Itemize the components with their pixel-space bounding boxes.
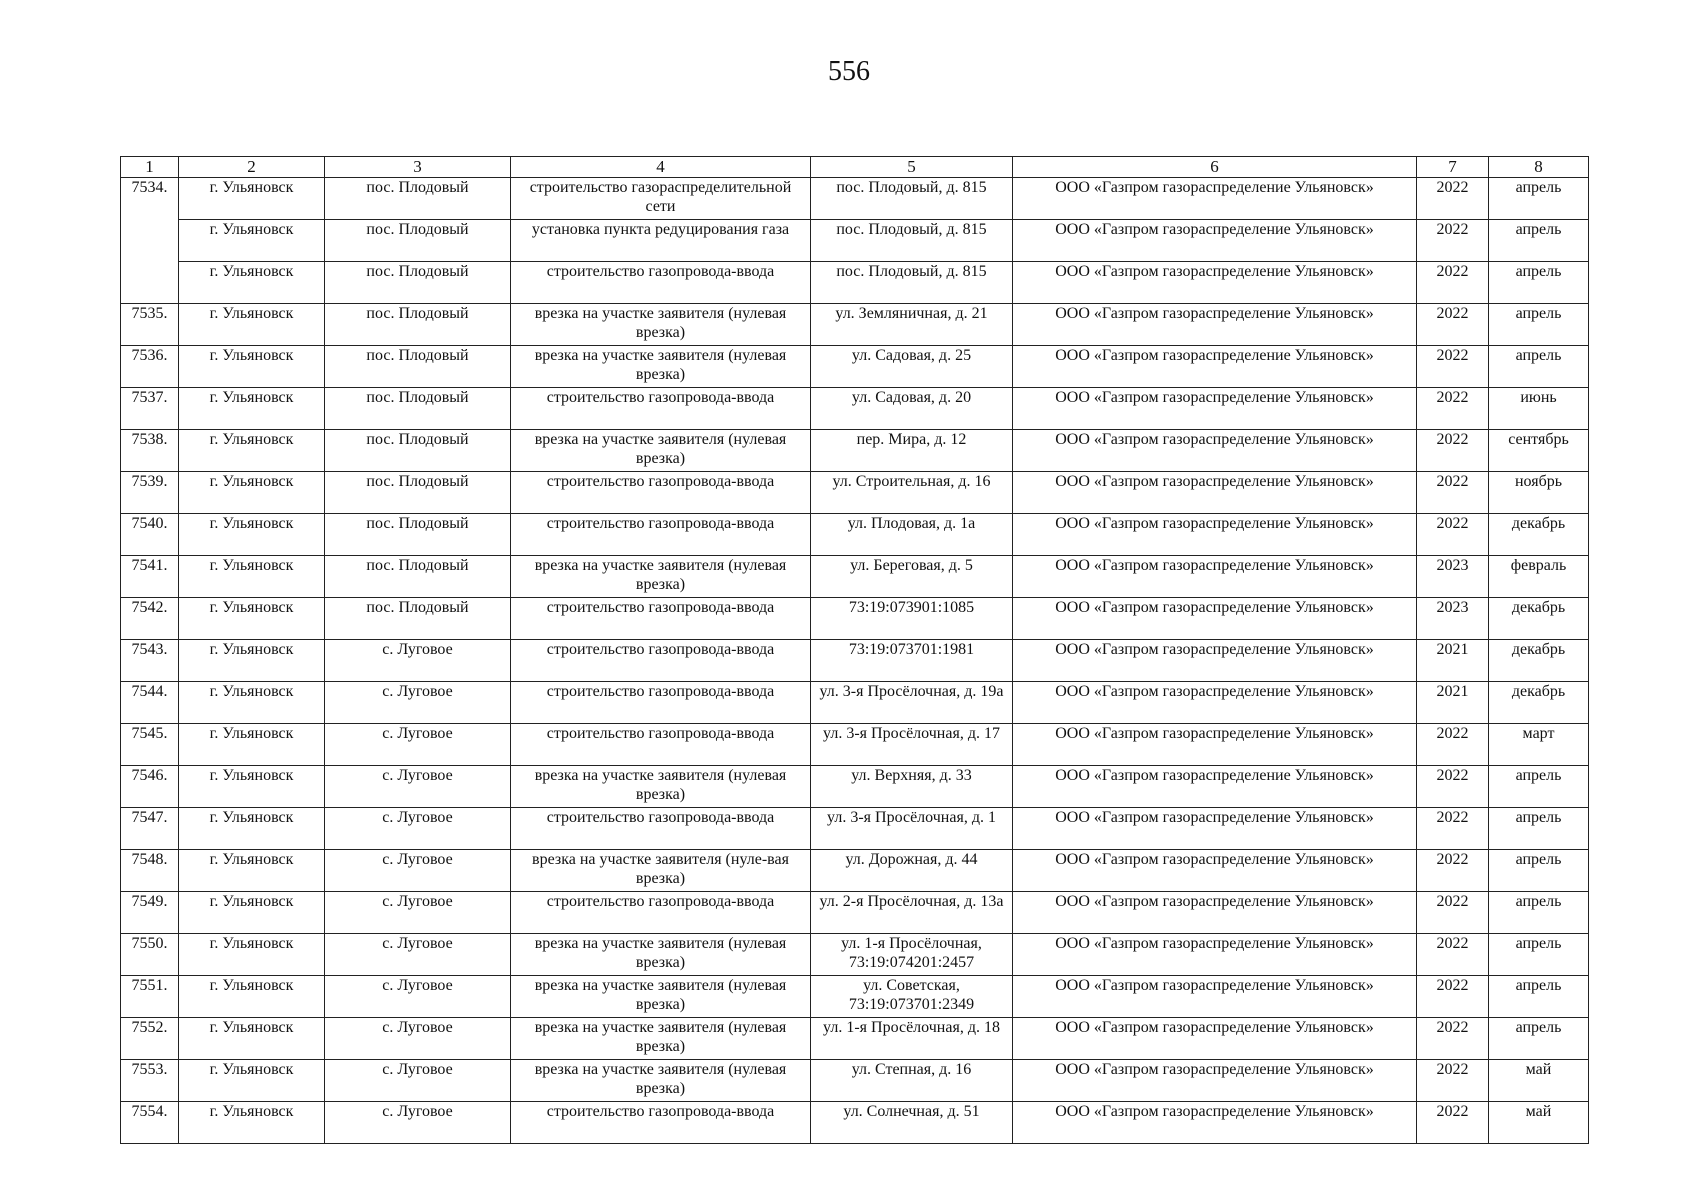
row-number: 7549. — [121, 892, 179, 934]
address-cell: ул. Советская, 73:19:073701:2349 — [811, 976, 1013, 1018]
settlement-cell: пос. Плодовый — [325, 430, 511, 472]
month-cell: ноябрь — [1489, 472, 1589, 514]
row-number: 7540. — [121, 514, 179, 556]
settlement-cell: с. Луговое — [325, 724, 511, 766]
year-cell: 2022 — [1417, 220, 1489, 262]
address-cell: ул. Садовая, д. 20 — [811, 388, 1013, 430]
month-cell: декабрь — [1489, 682, 1589, 724]
row-number: 7546. — [121, 766, 179, 808]
settlement-cell: с. Луговое — [325, 892, 511, 934]
address-cell: ул. Береговая, д. 5 — [811, 556, 1013, 598]
year-cell: 2022 — [1417, 388, 1489, 430]
organization-cell: ООО «Газпром газораспределение Ульяновск» — [1013, 850, 1417, 892]
organization-cell: ООО «Газпром газораспределение Ульяновск» — [1013, 220, 1417, 262]
settlement-cell: пос. Плодовый — [325, 262, 511, 304]
organization-cell: ООО «Газпром газораспределение Ульяновск» — [1013, 346, 1417, 388]
row-number: 7554. — [121, 1102, 179, 1144]
address-cell: ул. Солнечная, д. 51 — [811, 1102, 1013, 1144]
city-cell: г. Ульяновск — [179, 934, 325, 976]
column-header: 7 — [1417, 157, 1489, 178]
address-cell: ул. 2-я Просёлочная, д. 13а — [811, 892, 1013, 934]
year-cell: 2022 — [1417, 346, 1489, 388]
address-cell: ул. 1-я Просёлочная, 73:19:074201:2457 — [811, 934, 1013, 976]
row-number: 7548. — [121, 850, 179, 892]
organization-cell: ООО «Газпром газораспределение Ульяновск» — [1013, 514, 1417, 556]
row-number: 7541. — [121, 556, 179, 598]
work-type-cell: врезка на участке заявителя (нулевая врезка) — [511, 976, 811, 1018]
settlement-cell: с. Луговое — [325, 1060, 511, 1102]
table-row — [121, 892, 1589, 934]
table-row — [121, 1060, 1589, 1102]
row-number: 7545. — [121, 724, 179, 766]
year-cell: 2022 — [1417, 850, 1489, 892]
table-row — [121, 934, 1589, 976]
month-cell: апрель — [1489, 850, 1589, 892]
city-cell: г. Ульяновск — [179, 1018, 325, 1060]
column-header: 5 — [811, 157, 1013, 178]
year-cell: 2021 — [1417, 640, 1489, 682]
settlement-cell: с. Луговое — [325, 1018, 511, 1060]
settlement-cell: с. Луговое — [325, 934, 511, 976]
table-row — [121, 640, 1589, 682]
organization-cell: ООО «Газпром газораспределение Ульяновск» — [1013, 556, 1417, 598]
column-header: 4 — [511, 157, 811, 178]
row-number: 7550. — [121, 934, 179, 976]
work-type-cell: врезка на участке заявителя (нуле-вая врезка) — [511, 850, 811, 892]
year-cell: 2022 — [1417, 892, 1489, 934]
year-cell: 2022 — [1417, 178, 1489, 220]
work-type-cell: врезка на участке заявителя (нулевая врезка) — [511, 1060, 811, 1102]
settlement-cell: пос. Плодовый — [325, 388, 511, 430]
settlement-cell: пос. Плодовый — [325, 178, 511, 220]
work-type-cell: строительство газопровода-ввода — [511, 262, 811, 304]
work-type-cell: строительство газопровода-ввода — [511, 388, 811, 430]
address-cell: ул. Дорожная, д. 44 — [811, 850, 1013, 892]
year-cell: 2022 — [1417, 430, 1489, 472]
settlement-cell: пос. Плодовый — [325, 304, 511, 346]
row-number: 7543. — [121, 640, 179, 682]
row-number: 7544. — [121, 682, 179, 724]
city-cell: г. Ульяновск — [179, 262, 325, 304]
organization-cell: ООО «Газпром газораспределение Ульяновск» — [1013, 262, 1417, 304]
table-row — [121, 598, 1589, 640]
row-number: 7539. — [121, 472, 179, 514]
month-cell: декабрь — [1489, 640, 1589, 682]
table-row — [121, 304, 1589, 346]
address-cell: пер. Мира, д. 12 — [811, 430, 1013, 472]
table-row — [121, 556, 1589, 598]
city-cell: г. Ульяновск — [179, 220, 325, 262]
work-type-cell: строительство газораспределительной сети — [511, 178, 811, 220]
row-number: 7538. — [121, 430, 179, 472]
work-type-cell: строительство газопровода-ввода — [511, 514, 811, 556]
column-header: 1 — [121, 157, 179, 178]
work-type-cell: строительство газопровода-ввода — [511, 892, 811, 934]
address-cell: ул. Плодовая, д. 1а — [811, 514, 1013, 556]
address-cell: пос. Плодовый, д. 815 — [811, 178, 1013, 220]
year-cell: 2021 — [1417, 682, 1489, 724]
work-type-cell: врезка на участке заявителя (нулевая врезка) — [511, 556, 811, 598]
month-cell: май — [1489, 1102, 1589, 1144]
work-type-cell: строительство газопровода-ввода — [511, 724, 811, 766]
row-number: 7547. — [121, 808, 179, 850]
city-cell: г. Ульяновск — [179, 388, 325, 430]
organization-cell: ООО «Газпром газораспределение Ульяновск» — [1013, 430, 1417, 472]
organization-cell: ООО «Газпром газораспределение Ульяновск» — [1013, 1102, 1417, 1144]
city-cell: г. Ульяновск — [179, 724, 325, 766]
settlement-cell: с. Луговое — [325, 682, 511, 724]
table-row — [121, 850, 1589, 892]
table-row — [121, 976, 1589, 1018]
table-row — [121, 766, 1589, 808]
address-cell: ул. Садовая, д. 25 — [811, 346, 1013, 388]
table-row — [121, 430, 1589, 472]
city-cell: г. Ульяновск — [179, 766, 325, 808]
organization-cell: ООО «Газпром газораспределение Ульяновск» — [1013, 934, 1417, 976]
organization-cell: ООО «Газпром газораспределение Ульяновск» — [1013, 682, 1417, 724]
row-number: 7536. — [121, 346, 179, 388]
organization-cell: ООО «Газпром газораспределение Ульяновск» — [1013, 472, 1417, 514]
work-type-cell: врезка на участке заявителя (нулевая врезка) — [511, 430, 811, 472]
work-type-cell: строительство газопровода-ввода — [511, 682, 811, 724]
column-header: 6 — [1013, 157, 1417, 178]
column-header: 3 — [325, 157, 511, 178]
city-cell: г. Ульяновск — [179, 976, 325, 1018]
city-cell: г. Ульяновск — [179, 178, 325, 220]
row-number: 7537. — [121, 388, 179, 430]
month-cell: апрель — [1489, 262, 1589, 304]
row-number: 7534. — [121, 178, 179, 220]
row-number: 7552. — [121, 1018, 179, 1060]
city-cell: г. Ульяновск — [179, 556, 325, 598]
row-number — [121, 220, 179, 262]
year-cell: 2022 — [1417, 724, 1489, 766]
organization-cell: ООО «Газпром газораспределение Ульяновск» — [1013, 808, 1417, 850]
month-cell: июнь — [1489, 388, 1589, 430]
work-type-cell: врезка на участке заявителя (нулевая врезка) — [511, 934, 811, 976]
city-cell: г. Ульяновск — [179, 682, 325, 724]
table-row — [121, 220, 1589, 262]
row-number: 7542. — [121, 598, 179, 640]
organization-cell: ООО «Газпром газораспределение Ульяновск» — [1013, 178, 1417, 220]
city-cell: г. Ульяновск — [179, 514, 325, 556]
settlement-cell: пос. Плодовый — [325, 514, 511, 556]
table-row — [121, 388, 1589, 430]
month-cell: апрель — [1489, 304, 1589, 346]
settlement-cell: пос. Плодовый — [325, 472, 511, 514]
month-cell: апрель — [1489, 220, 1589, 262]
settlement-cell: пос. Плодовый — [325, 556, 511, 598]
gas-works-table — [120, 156, 1589, 1144]
city-cell: г. Ульяновск — [179, 304, 325, 346]
city-cell: г. Ульяновск — [179, 346, 325, 388]
month-cell: декабрь — [1489, 598, 1589, 640]
column-header: 8 — [1489, 157, 1589, 178]
settlement-cell: пос. Плодовый — [325, 598, 511, 640]
organization-cell: ООО «Газпром газораспределение Ульяновск» — [1013, 1018, 1417, 1060]
month-cell: апрель — [1489, 808, 1589, 850]
address-cell: ул. 3-я Просёлочная, д. 19а — [811, 682, 1013, 724]
address-cell: ул. 3-я Просёлочная, д. 1 — [811, 808, 1013, 850]
year-cell: 2023 — [1417, 556, 1489, 598]
page-number: 556 — [828, 56, 870, 87]
year-cell: 2022 — [1417, 472, 1489, 514]
settlement-cell: с. Луговое — [325, 808, 511, 850]
organization-cell: ООО «Газпром газораспределение Ульяновск» — [1013, 976, 1417, 1018]
city-cell: г. Ульяновск — [179, 1060, 325, 1102]
address-cell: ул. Земляничная, д. 21 — [811, 304, 1013, 346]
table-row — [121, 262, 1589, 304]
settlement-cell: с. Луговое — [325, 850, 511, 892]
address-cell: ул. Верхняя, д. 33 — [811, 766, 1013, 808]
month-cell: сентябрь — [1489, 430, 1589, 472]
month-cell: апрель — [1489, 934, 1589, 976]
organization-cell: ООО «Газпром газораспределение Ульяновск» — [1013, 1060, 1417, 1102]
organization-cell: ООО «Газпром газораспределение Ульяновск» — [1013, 892, 1417, 934]
table-row — [121, 724, 1589, 766]
settlement-cell: пос. Плодовый — [325, 220, 511, 262]
year-cell: 2022 — [1417, 934, 1489, 976]
month-cell: декабрь — [1489, 514, 1589, 556]
work-type-cell: врезка на участке заявителя (нулевая врезка) — [511, 346, 811, 388]
address-cell: пос. Плодовый, д. 815 — [811, 262, 1013, 304]
address-cell: ул. Строительная, д. 16 — [811, 472, 1013, 514]
work-type-cell: строительство газопровода-ввода — [511, 598, 811, 640]
month-cell: март — [1489, 724, 1589, 766]
month-cell: апрель — [1489, 178, 1589, 220]
year-cell: 2023 — [1417, 598, 1489, 640]
month-cell: апрель — [1489, 1018, 1589, 1060]
header-row — [121, 157, 1589, 178]
work-type-cell: строительство газопровода-ввода — [511, 640, 811, 682]
table-row — [121, 1018, 1589, 1060]
year-cell: 2022 — [1417, 514, 1489, 556]
year-cell: 2022 — [1417, 1060, 1489, 1102]
settlement-cell: с. Луговое — [325, 766, 511, 808]
month-cell: май — [1489, 1060, 1589, 1102]
organization-cell: ООО «Газпром газораспределение Ульяновск» — [1013, 598, 1417, 640]
year-cell: 2022 — [1417, 304, 1489, 346]
table-row — [121, 514, 1589, 556]
work-type-cell: врезка на участке заявителя (нулевая врезка) — [511, 1018, 811, 1060]
city-cell: г. Ульяновск — [179, 640, 325, 682]
table-row — [121, 178, 1589, 220]
table-row — [121, 1102, 1589, 1144]
work-type-cell: врезка на участке заявителя (нулевая врезка) — [511, 766, 811, 808]
year-cell: 2022 — [1417, 976, 1489, 1018]
month-cell: апрель — [1489, 346, 1589, 388]
city-cell: г. Ульяновск — [179, 808, 325, 850]
settlement-cell: с. Луговое — [325, 976, 511, 1018]
row-number: 7553. — [121, 1060, 179, 1102]
year-cell: 2022 — [1417, 808, 1489, 850]
address-cell: ул. Степная, д. 16 — [811, 1060, 1013, 1102]
work-type-cell: строительство газопровода-ввода — [511, 808, 811, 850]
table-row — [121, 472, 1589, 514]
address-cell: 73:19:073701:1981 — [811, 640, 1013, 682]
city-cell: г. Ульяновск — [179, 850, 325, 892]
settlement-cell: с. Луговое — [325, 1102, 511, 1144]
month-cell: апрель — [1489, 976, 1589, 1018]
city-cell: г. Ульяновск — [179, 1102, 325, 1144]
work-type-cell: строительство газопровода-ввода — [511, 472, 811, 514]
year-cell: 2022 — [1417, 1018, 1489, 1060]
year-cell: 2022 — [1417, 766, 1489, 808]
organization-cell: ООО «Газпром газораспределение Ульяновск» — [1013, 724, 1417, 766]
work-type-cell: строительство газопровода-ввода — [511, 1102, 811, 1144]
month-cell: апрель — [1489, 892, 1589, 934]
year-cell: 2022 — [1417, 1102, 1489, 1144]
settlement-cell: с. Луговое — [325, 640, 511, 682]
organization-cell: ООО «Газпром газораспределение Ульяновск» — [1013, 304, 1417, 346]
city-cell: г. Ульяновск — [179, 598, 325, 640]
row-number: 7535. — [121, 304, 179, 346]
city-cell: г. Ульяновск — [179, 892, 325, 934]
address-cell: 73:19:073901:1085 — [811, 598, 1013, 640]
row-number: 7551. — [121, 976, 179, 1018]
organization-cell: ООО «Газпром газораспределение Ульяновск» — [1013, 640, 1417, 682]
row-number — [121, 262, 179, 304]
work-type-cell: установка пункта редуцирования газа — [511, 220, 811, 262]
table-row — [121, 808, 1589, 850]
city-cell: г. Ульяновск — [179, 472, 325, 514]
address-cell: ул. 3-я Просёлочная, д. 17 — [811, 724, 1013, 766]
organization-cell: ООО «Газпром газораспределение Ульяновск» — [1013, 766, 1417, 808]
column-header: 2 — [179, 157, 325, 178]
work-type-cell: врезка на участке заявителя (нулевая врезка) — [511, 304, 811, 346]
table-row — [121, 682, 1589, 724]
organization-cell: ООО «Газпром газораспределение Ульяновск» — [1013, 388, 1417, 430]
year-cell: 2022 — [1417, 262, 1489, 304]
month-cell: февраль — [1489, 556, 1589, 598]
address-cell: пос. Плодовый, д. 815 — [811, 220, 1013, 262]
settlement-cell: пос. Плодовый — [325, 346, 511, 388]
table-row — [121, 346, 1589, 388]
city-cell: г. Ульяновск — [179, 430, 325, 472]
address-cell: ул. 1-я Просёлочная, д. 18 — [811, 1018, 1013, 1060]
month-cell: апрель — [1489, 766, 1589, 808]
